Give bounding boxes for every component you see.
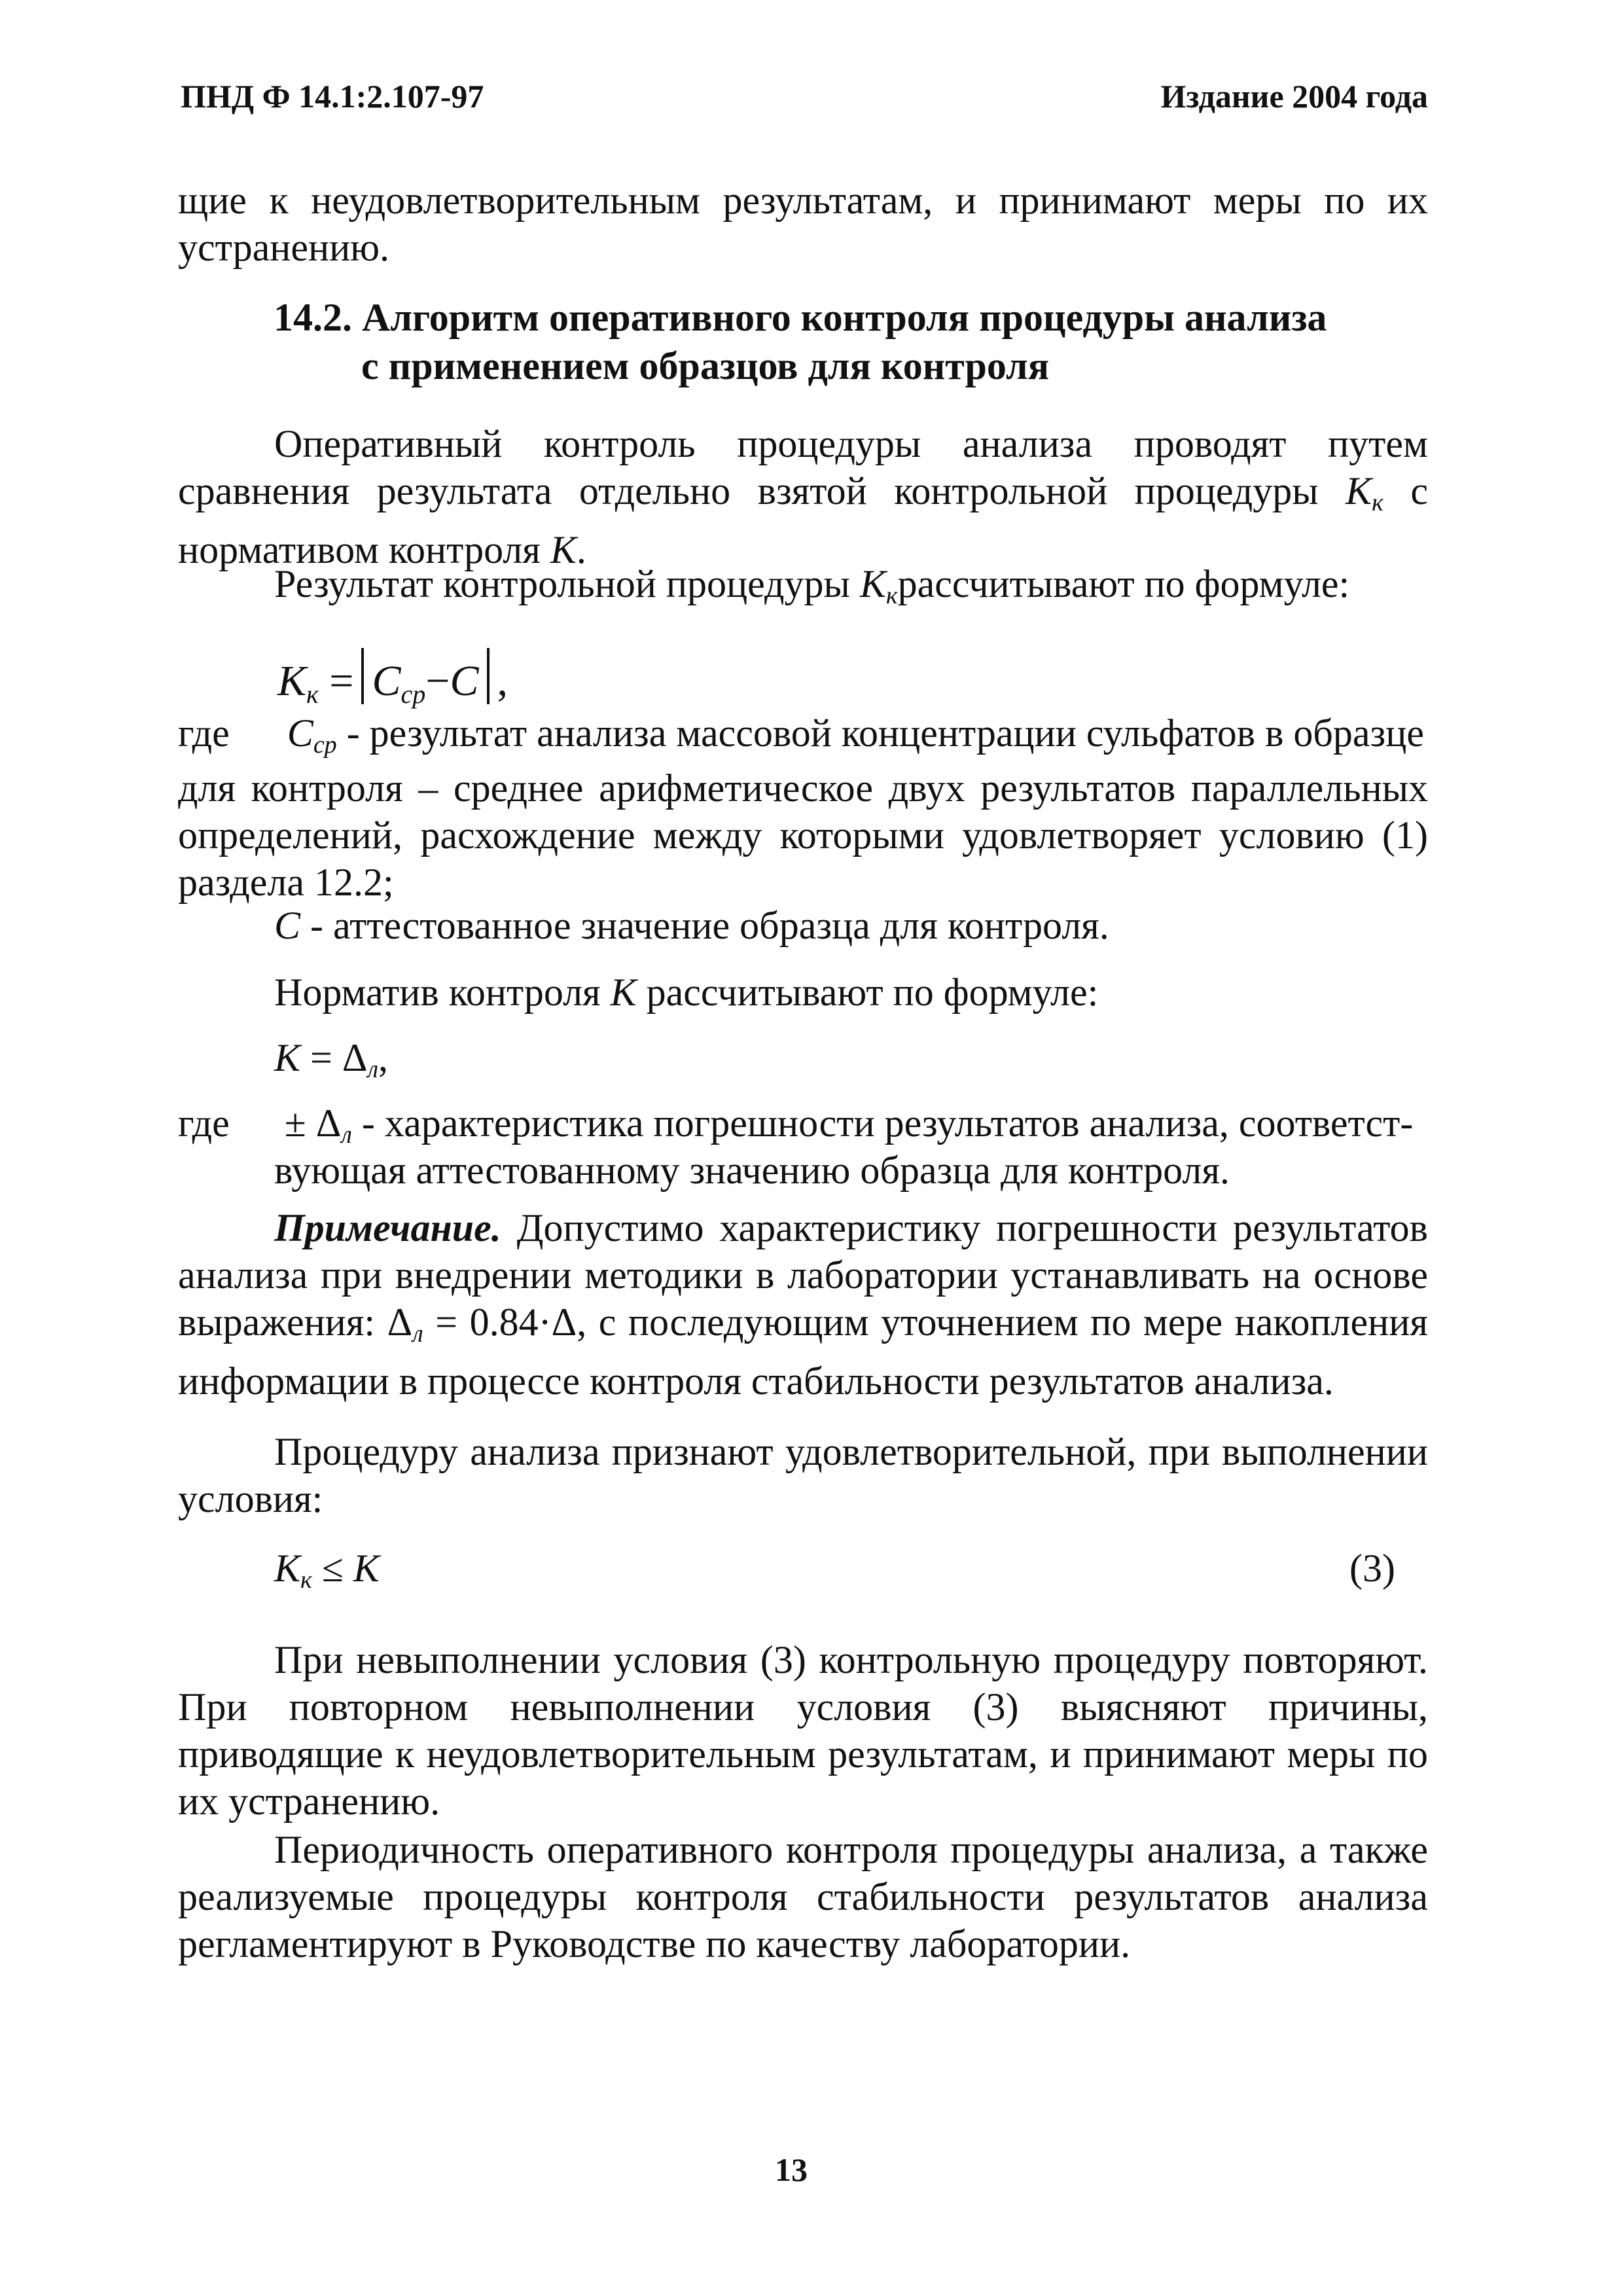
formula-k-delta: $K = \Delta_л$, xyxy=(274,1036,389,1083)
where-cср-continuation: для контроля – среднее арифметическое двух результатов параллельных определений, расхождение между которыми удовлетворяет условию (1) раздела 12.2; xyxy=(178,766,1428,904)
section-title-line2: с применением образцов для контроля xyxy=(361,344,1050,387)
where-delta-line: где ± $\Delta_л$ - характеристика погрешности результатов анализа, соответст- xyxy=(178,1102,1414,1149)
note-paragraph: Примечание. Допустимо характеристику погрешности результатов анализа при внедрении методики в лаборатории устанавливать на основе выражения: $\Delta_л = 0.84\cdot\Delta$, с последующим уточнением по мере накопления информации в процессе контроля стабильности результатов анализа. xyxy=(178,1206,1428,1403)
note-label: Примечание. xyxy=(274,1206,501,1249)
page-number: 13 xyxy=(775,2151,808,2188)
section-title-line1: 14.2. Алгоритм оперативного контроля процедуры анализа xyxy=(274,296,1327,339)
abs-bar-left xyxy=(361,648,364,704)
header-doc-code: ПНД Ф 14.1:2.107-97 xyxy=(181,78,484,115)
continuation-paragraph: щие к неудовлетворительным результатам, и принимают меры по их устранению. xyxy=(178,179,1428,269)
paragraph-satisfactory-condition: Процедуру анализа признают удовлетворительной, при выполнении условия: xyxy=(178,1430,1428,1520)
where-c-definition: C - аттестованное значение образца для контроля. xyxy=(274,904,1109,947)
where-cср-line: где $C_{ср}$ - результат анализа массовой концентрации сульфатов в образце xyxy=(178,711,1424,759)
abs-bar-right xyxy=(487,648,490,704)
paragraph-norm-formula-intro: Норматив контроля K рассчитывают по формуле: xyxy=(274,971,1099,1014)
formula-kk: $K_к = C_{ср}-C$ , xyxy=(277,648,508,709)
formula-number-3: (3) xyxy=(1349,1547,1395,1590)
header-edition: Издание 2004 года xyxy=(1160,78,1428,115)
formula-condition-3: $K_к \le K$ xyxy=(274,1547,380,1594)
where-delta-continuation: вующая аттестованному значению образца для контроля. xyxy=(274,1149,1230,1192)
paragraph-operative-control: Оперативный контроль процедуры анализа проводят путем сравнения результата отдельно взятой контрольной процедуры $K_к$ с нормативом контроля K. xyxy=(178,422,1428,571)
paragraph-repeat-procedure: При невыполнении условия (3) контрольную процедуру повторяют. При повторном невыполнении условия (3) выясняют причины, приводящие к неудовлетворительным результатам, и принимают меры по их устранению. xyxy=(178,1638,1428,1823)
paragraph-result-formula-intro: Результат контрольной процедуры $K_крассчитывают$ по формуле: xyxy=(274,562,1350,609)
paragraph-periodicity: Периодичность оперативного контроля процедуры анализа, а также реализуемые процедуры контроля стабильности результатов анализа регламентируют в Руководстве по качеству лаборатории. xyxy=(178,1828,1428,1965)
